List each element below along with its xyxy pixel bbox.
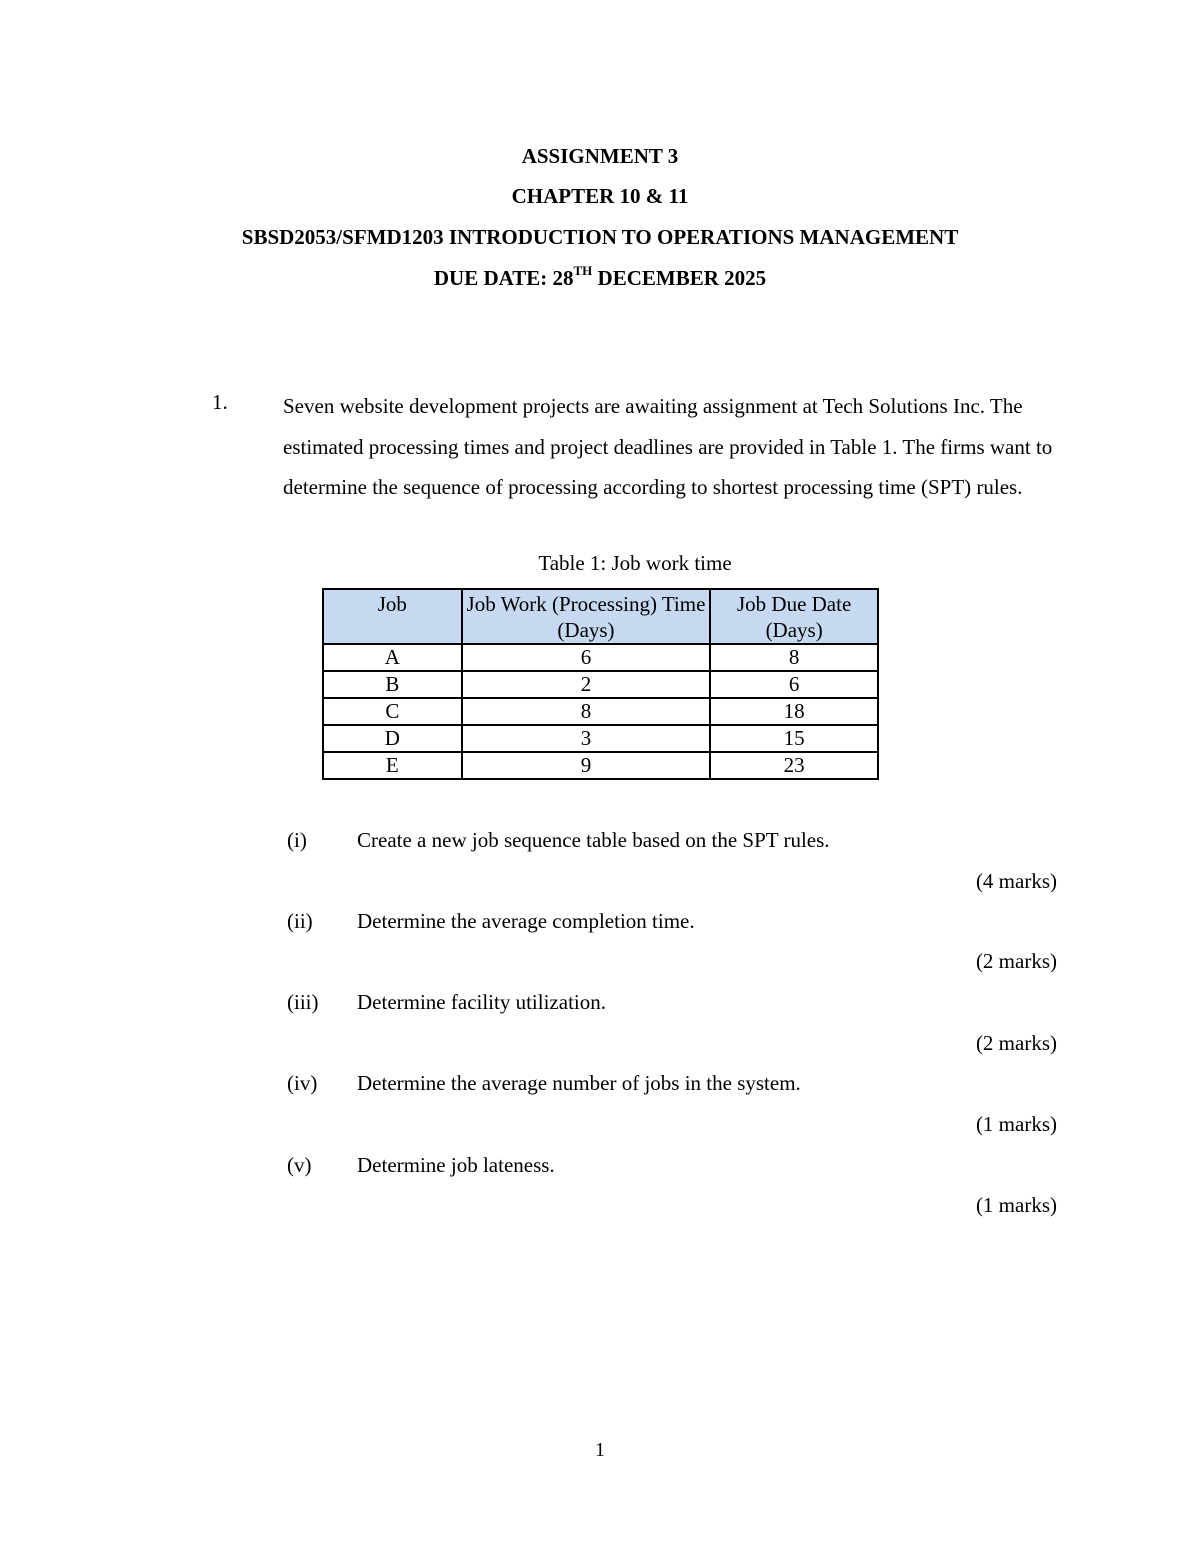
question-number: 1. (212, 390, 228, 414)
subquestion-i (0, 826, 1200, 854)
cell-job: B (323, 671, 462, 698)
subquestion-iii (0, 988, 1200, 1016)
table-row (323, 725, 878, 752)
subquestion-v (0, 1151, 1200, 1179)
assignment-title: ASSIGNMENT 3 (521, 144, 679, 168)
cell-processing-time: 8 (462, 698, 711, 725)
due-date-heading (0, 264, 1200, 292)
job-work-table (322, 588, 879, 780)
cell-processing-time: 9 (462, 752, 711, 779)
subquestion-label: (i) (287, 828, 307, 852)
subquestion-label: (iii) (287, 990, 319, 1014)
table-caption: Table 1: Job work time (538, 551, 732, 575)
table-row (323, 752, 878, 779)
header-due-date: Job Due Date (Days) (710, 589, 878, 644)
cell-processing-time: 3 (462, 725, 711, 752)
subquestion-iv (0, 1069, 1200, 1097)
due-date-ordinal: TH (573, 263, 593, 278)
marks-label: (2 marks) (975, 949, 1057, 973)
cell-due-date: 15 (710, 725, 878, 752)
table-row (323, 671, 878, 698)
due-date-prefix: DUE DATE: 28 (433, 266, 574, 290)
course-heading: SBSD2053/SFMD1203 INTRODUCTION TO OPERATIONS MANAGEMENT (241, 225, 959, 249)
cell-due-date: 6 (710, 671, 878, 698)
table-row (323, 698, 878, 725)
marks-label: (2 marks) (975, 1031, 1057, 1055)
subquestion-label: (iv) (287, 1071, 318, 1095)
subquestion-text: Determine job lateness. (357, 1153, 555, 1177)
page-number: 1 (595, 1439, 605, 1461)
cell-job: E (323, 752, 462, 779)
cell-due-date: 23 (710, 752, 878, 779)
subquestion-text: Determine facility utilization. (357, 990, 606, 1014)
cell-processing-time: 2 (462, 671, 711, 698)
cell-due-date: 18 (710, 698, 878, 725)
cell-job: D (323, 725, 462, 752)
subquestion-ii (0, 907, 1200, 935)
table-row (323, 644, 878, 671)
due-date-suffix: DECEMBER 2025 (592, 266, 767, 290)
subquestion-text: Create a new job sequence table based on the SPT rules. (357, 828, 830, 852)
table-header-row (323, 589, 878, 644)
cell-due-date: 8 (710, 644, 878, 671)
subquestion-text: Determine the average number of jobs in the system. (357, 1071, 801, 1095)
question-text: Seven website development projects are awaiting assignment at Tech Solutions Inc. The estimated processing times and project deadlines are provided in Table 1. The firms want to determine the sequence of processing according to shortest processing time (SPT) rules. (283, 394, 1053, 500)
subquestion-label: (v) (287, 1153, 312, 1177)
header-processing-time: Job Work (Processing) Time (Days) (462, 589, 711, 644)
chapter-heading: CHAPTER 10 & 11 (511, 184, 689, 208)
subquestion-text: Determine the average completion time. (357, 909, 695, 933)
cell-job: A (323, 644, 462, 671)
marks-label: (1 marks) (975, 1193, 1057, 1217)
marks-label: (1 marks) (975, 1112, 1057, 1136)
cell-processing-time: 6 (462, 644, 711, 671)
cell-job: C (323, 698, 462, 725)
subquestion-label: (ii) (287, 909, 313, 933)
header-job: Job (323, 589, 462, 644)
marks-label: (4 marks) (975, 869, 1057, 893)
